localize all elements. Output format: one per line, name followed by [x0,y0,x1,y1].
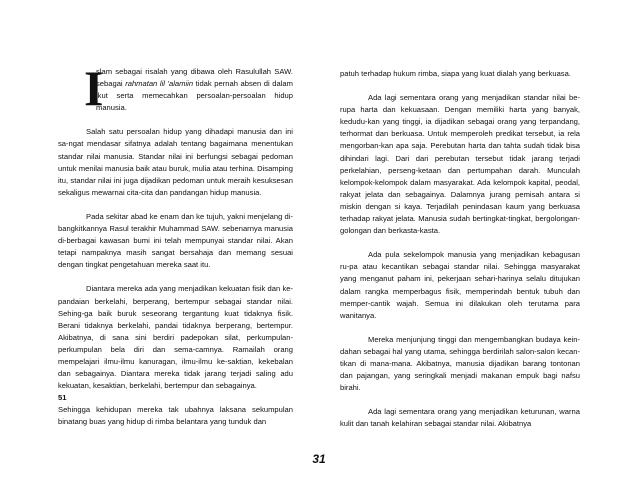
intro-text-pre: slam sebagai risalah yang dibawa oleh Rasulullah SAW. sebagai [96,67,293,89]
intro-text-post: tidak pernah absen di dalam ikut serta memecahkan persoalan-persoalan hidup manusia. [96,79,293,113]
right-paragraph-2: Ada pula sekelompok manusia yang menjadikan kebagusan ru-pa atau kecantikan sebagai standar nilai. Sehingga masyarakat yang menganut paham ini, pekerjaan sehari-harinya selalu ditujukan dalam rangka memperbagus fisik, memperindah bentuk tubuh dan memper-cantik wajah. Semua ini dilakukan oleh terutama para wanitanya. [340,250,580,320]
left-paragraph-4: Sehingga kehidupan mereka tak ubahnya laksana sekumpulan binatang buas yang hidup di rimba belantara yang tunduk dan [58,405,293,427]
left-paragraph-3: Diantara mereka ada yang menjadikan kekuatan fisik dan ke-pandaian berkelahi, berperang, bertempur sebagai standar nilai. Sehing-ga baik buruk seseorang tergantung kuat tidaknya fisik. Berani tidaknya berkelahi, pandai tidaknya berperang, bertempur. Akibatnya, di sana sini berdiri padepokan silat, perkumpulan-perkumpulan bela diri dan sema-camnya. Ramailah orang mempelajari ilmu-ilmu kanuragan, ilmu-ilmu ke-saktian, kekebalan dan sebagainya. Diantara mereka tidak jarang terjadi saling adu kekuatan, kesaktian, berkelahi, bertempur dan sebagainya. [58,284,293,391]
left-paragraph-2: Pada sekitar abad ke enam dan ke tujuh, yakni menjelang di-bangkitkannya Rasul terakhir Muhammad SAW. sebenarnya manusia di-berbagai kawasan bumi ini telah mempunyai standar nilai. Akan tetapi nampaknya masih sangat bersahaja dan memang sesuai dengan tingkat pengetahuan mereka saat itu. [58,211,293,270]
right-paragraph-3: Mereka menjunjung tinggi dan mengembangkan budaya kein-dahan sebagai hal yang utama, sehingga berdirilah salon-salon kecan-tikan di mana-mana. Akibatnya, manusia dijadikan barang tontonan dan pajangan, yang seringkali menjadi makanan empuk bagi nafsu birahi. [340,334,580,393]
drop-cap: I [84,60,104,116]
left-column [58,60,293,429]
right-paragraph-0: patuh terhadap hukum rimba, siapa yang kuat dialah yang berkuasa. [340,69,571,78]
left-paragraph-1: Salah satu persoalan hidup yang dihadapi manusia dan ini sa-ngat mendasar sifatnya adalah tentang bagaimana menentukan standar nilai manusia. Standar nilai ini berfungsi sebagai pedoman untuk menilai manusia baik atau buruk, mulia atau terhina. Disamping itu, standar nilai ini juga dijadikan pedoman untuk meraih kesuksesan sekaligus mewarnai cita-cita dan pandangan hidup manusia. [58,127,293,197]
right-paragraph-4: Ada lagi sementara orang yang menjadikan keturunan, warna kulit dan tanah kelahiran sebagai standar nilai. Akibatnya [340,407,580,429]
page-number: 31 [312,452,326,466]
right-paragraph-1: Ada lagi sementara orang yang menjadikan standar nilai be-rupa harta dan kekuasaan. Dengan memiliki harta yang banyak, kedudu-kan yang tinggi, ia dijadikan sebagai orang yang terpandang, terhormat dan berkuasa. Untuk memperoleh predikat tersebut, ia rela mengorban-kan apa saja. Perebutan harta dan tahta sudah tidak bisa dihindari lagi. Dari dari perebutan tersebut tidak jarang terjadi perkelahian, perseng-ketaan dan pertumpahan darah. Munculah kelompok-kelompok dalam masyarakat. Ada kelompok kapital, peodal, rakyat jelata dan sebagainya. Dalamnya jurang pemisah antara si miskin dengan si kaya. Terjadilah penindasan kaum yang berkuasa terhadap rakyat jelata. Manusia sudah bertingkat-tingkat, bergolongan-golongan dan berkasta-kasta. [340,93,580,236]
footnote-marker: 51 [58,393,67,403]
right-column [340,68,580,430]
intro-text-italic: rahmatan lil 'alamiin [125,79,194,89]
intro-block [58,60,293,116]
intro-paragraph [96,66,293,114]
